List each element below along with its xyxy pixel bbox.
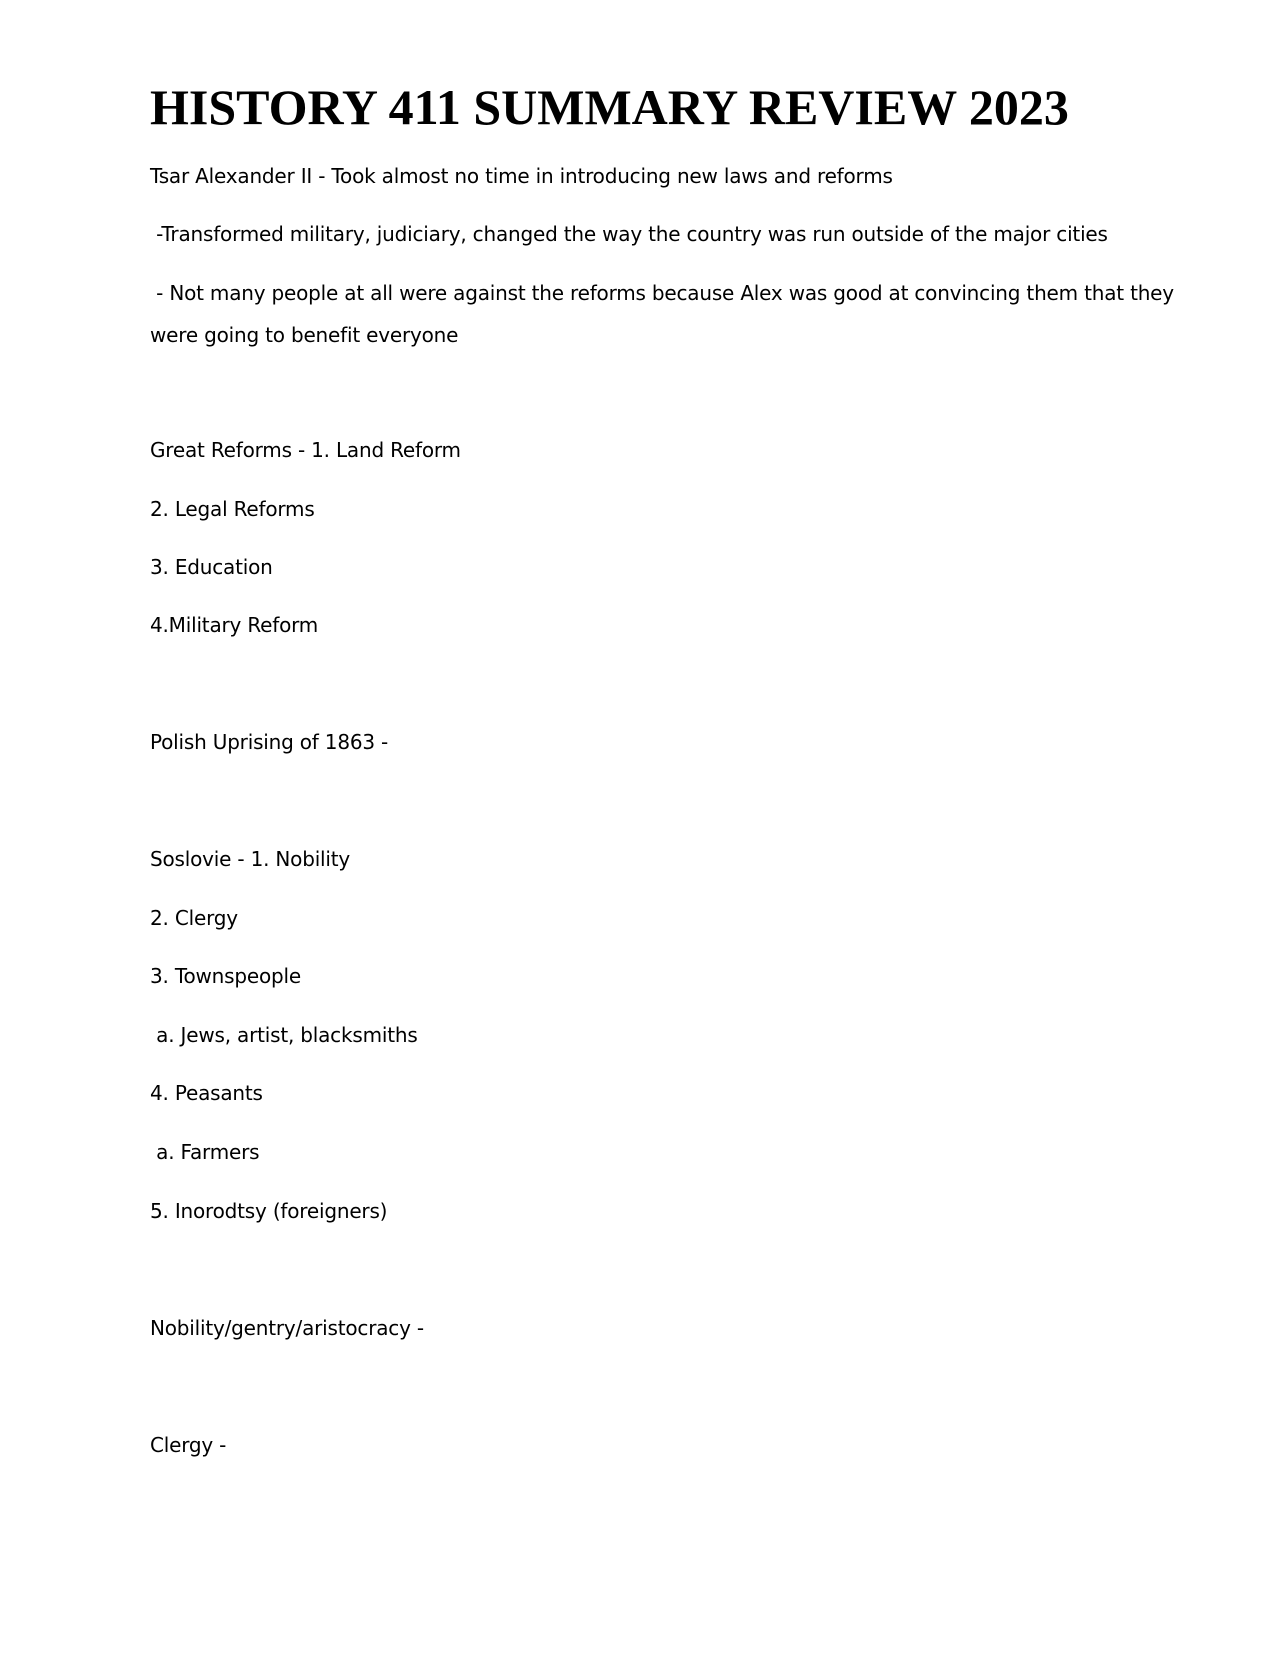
text-line-military-reform: 4.Military Reform xyxy=(150,613,319,637)
text-line-tsar-alexander: Tsar Alexander II - Took almost no time in introducing new laws and reforms xyxy=(150,164,893,188)
text-line-farmers: a. Farmers xyxy=(150,1140,260,1164)
text-line-benefit-everyone: were going to benefit everyone xyxy=(150,323,459,347)
text-line-polish-uprising: Polish Uprising of 1863 - xyxy=(150,730,389,754)
text-line-soslovie: Soslovie - 1. Nobility xyxy=(150,847,351,871)
text-line-not-many-people: - Not many people at all were against the reforms because Alex was good at convincing them that they xyxy=(150,281,1174,305)
text-line-peasants: 4. Peasants xyxy=(150,1081,263,1105)
document-title: HISTORY 411 SUMMARY REVIEW 2023 xyxy=(150,79,1069,135)
text-line-townspeople: 3. Townspeople xyxy=(150,964,301,988)
text-line-education: 3. Education xyxy=(150,555,273,579)
text-line-jews-artist: a. Jews, artist, blacksmiths xyxy=(150,1023,418,1047)
text-line-legal-reforms: 2. Legal Reforms xyxy=(150,497,315,521)
text-line-nobility-gentry: Nobility/gentry/aristocracy - xyxy=(150,1316,424,1340)
text-line-great-reforms: Great Reforms - 1. Land Reform xyxy=(150,438,461,462)
text-line-clergy-heading: Clergy - xyxy=(150,1433,227,1457)
text-line-clergy-item: 2. Clergy xyxy=(150,906,238,930)
text-line-inorodtsy: 5. Inorodtsy (foreigners) xyxy=(150,1199,388,1223)
text-line-transformed: -Transformed military, judiciary, changed the way the country was run outside of the major cities xyxy=(150,222,1108,246)
